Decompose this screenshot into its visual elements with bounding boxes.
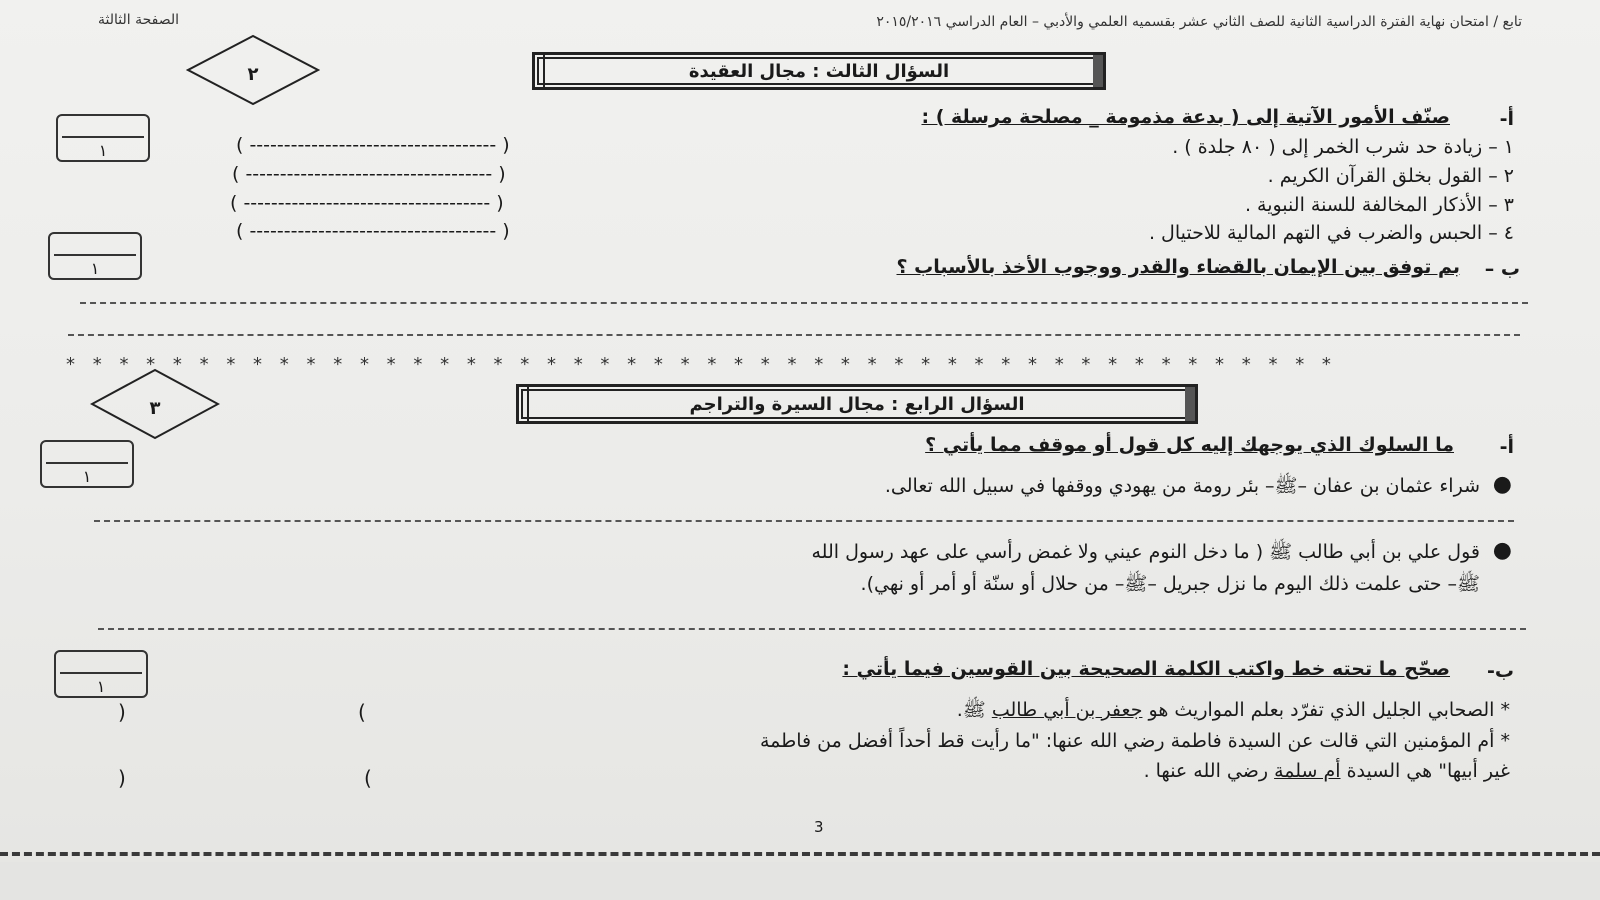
q4b-item-2-line-1: * أم المؤمنين التي قالت عن السيدة فاطمة رضي الله عنها: "ما رأيت قط أحداً أفضل من فاطمة	[759, 730, 1510, 752]
q4a-bullet-2-dot: ●	[1492, 538, 1512, 563]
q3a-item-2: ٢ – القول بخلق القرآن الكريم .	[1267, 165, 1514, 187]
q4a-answer-line-1[interactable]	[94, 520, 1514, 522]
q4b-item-2-underlined: أم سلمة	[1274, 760, 1341, 782]
q4-title: السؤال الرابع : مجال السيرة والتراجم	[689, 393, 1025, 415]
q4a-bullet-2-line-1: قول علي بن أبي طالب ﷺ ( ما دخل النوم عيني ولا غمض رأسي على عهد رسول الله	[811, 541, 1480, 563]
q3a-answer-blank-4[interactable]: ( ------------------------------------ )	[236, 220, 510, 242]
q3-title-box	[532, 52, 1106, 90]
q3a-answer-blank-1[interactable]: ( ------------------------------------ )	[236, 134, 510, 156]
q3-diamond-number: ٢	[247, 64, 259, 85]
q4b-answer-paren-1-open[interactable]: (	[358, 700, 366, 724]
q3a-item-4: ٤ – الحبس والضرب في التهم المالية للاحتيال .	[1148, 222, 1514, 244]
q3a-item-3: ٣ – الأذكار المخالفة للسنة النبوية .	[1244, 194, 1514, 216]
q4a-score-box	[40, 440, 134, 488]
page-number: 3	[814, 818, 824, 836]
q4b-item-2-end: رضي الله عنها .	[1143, 760, 1269, 782]
section-divider: * * * * * * * * * * * * * * * * * * * * * * * * * * * * * * * * * * * * * * * * * * * * * * * *	[66, 354, 1337, 375]
q4-title-box	[516, 384, 1198, 424]
q4b-answer-paren-2-open[interactable]: (	[364, 766, 372, 790]
q4a-score: ١	[82, 467, 92, 486]
header-page-label: الصفحة الثالثة	[98, 12, 180, 28]
q3-mark-diamond	[186, 34, 320, 106]
q4a-answer-line-2[interactable]	[98, 628, 1526, 630]
q3a-answer-blank-3[interactable]: ( ------------------------------------ )	[230, 192, 504, 214]
q3b-score: ١	[90, 259, 100, 278]
q4b-item-2-line-2	[1144, 760, 1510, 782]
q3a-answer-blank-2[interactable]: ( ------------------------------------ )	[232, 163, 506, 185]
q4-diamond-number: ٣	[149, 398, 161, 419]
q4a-bullet-1: شراء عثمان بن عفان –ﷺ– بئر رومة من يهودي ووقفها في سبيل الله تعالى.	[884, 475, 1480, 497]
q4b-item-1-end: ﷺ.	[956, 699, 986, 721]
q3-title: السؤال الثالث : مجال العقيدة	[688, 60, 950, 82]
q4b-label: ب-	[1487, 660, 1514, 682]
q3a-score: ١	[98, 141, 108, 160]
q3a-label: أ-	[1499, 108, 1514, 130]
q3b-label: ب –	[1484, 258, 1520, 280]
q3b-answer-line-2[interactable]	[68, 334, 1520, 336]
q4b-item-1-text: * الصحابي الجليل الذي تفرّد بعلم المواريث هو	[1148, 699, 1510, 721]
q4b-score: ١	[96, 677, 106, 696]
header-title: تابع / امتحان نهاية الفترة الدراسية الثانية للصف الثاني عشر بقسميه العلمي والأدبي – العام الدراسي ٢٠١٥/٢٠١٦	[876, 14, 1522, 30]
q3b-answer-line-1[interactable]	[80, 302, 1528, 304]
q3a-item-1: ١ – زيادة حد شرب الخمر إلى ( ٨٠ جلدة ) .	[1172, 136, 1514, 158]
q4a-label: أ-	[1499, 436, 1514, 458]
q4b-item-1-underlined: جعفر بن أبي طالب	[991, 699, 1143, 721]
q3a-score-box	[56, 114, 150, 162]
q4b-answer-paren-2-close[interactable]: )	[118, 766, 126, 790]
q3a-prompt: صنّف الأمور الآتية إلى ( بدعة مذمومة _ مصلحة مرسلة ) :	[921, 106, 1450, 128]
paper-edge	[0, 852, 1600, 856]
q4b-item-1	[957, 698, 1510, 726]
q4b-prompt: صحّح ما تحته خط واكتب الكلمة الصحيحة بين القوسين فيما يأتي :	[842, 658, 1450, 680]
q4b-score-box	[54, 650, 148, 698]
q4a-prompt: ما السلوك الذي يوجهك إليه كل قول أو موقف مما يأتي ؟	[925, 434, 1454, 456]
q4a-bullet-1-dot: ●	[1492, 472, 1512, 497]
q3b-score-box	[48, 232, 142, 280]
q4b-answer-paren-1-close[interactable]: )	[118, 700, 126, 724]
q4-mark-diamond	[90, 368, 220, 440]
q4b-item-2-text: غير أبيها" هي السيدة	[1346, 760, 1510, 782]
q4a-bullet-2-line-2: ﷺ– حتى علمت ذلك اليوم ما نزل جبريل –ﷺ– من حلال أو سنّة أو أمر أو نهي).	[860, 573, 1480, 595]
q3b-prompt: بم توفق بين الإيمان بالقضاء والقدر ووجوب الأخذ بالأسباب ؟	[896, 256, 1460, 278]
